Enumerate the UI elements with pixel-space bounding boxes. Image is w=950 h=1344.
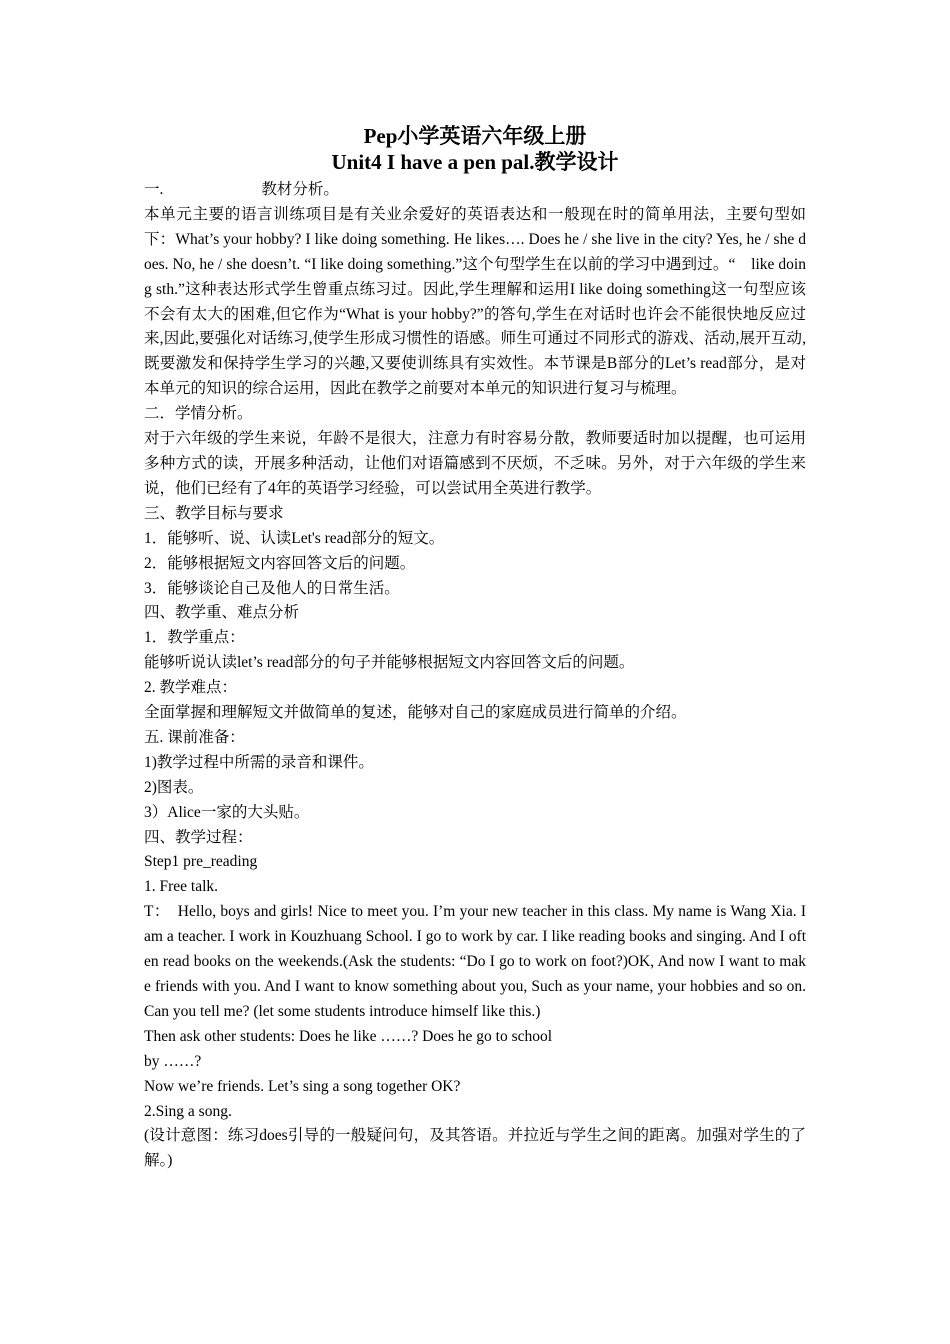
difficult-point-heading: 2. 教学难点： bbox=[144, 679, 238, 697]
title-line-2: Unit4 I have a pen pal.教学设计 bbox=[331, 150, 619, 174]
ask-students-line-continued: by ……? bbox=[144, 1052, 202, 1070]
preparation-item: 3）Alice一家的大头贴。 bbox=[144, 803, 310, 821]
section-3-heading: 三、教学目标与要求 bbox=[144, 504, 284, 522]
section-6-heading: 四、教学过程： bbox=[144, 828, 253, 846]
section-1-number: 一. bbox=[144, 181, 164, 198]
friends-line: Now we’re friends. Let’s sing a song together OK? bbox=[144, 1077, 461, 1095]
objective-item: 3．能够谈论自己及他人的日常生活。 bbox=[144, 579, 400, 597]
section-5-heading: 五. 课前准备： bbox=[144, 728, 245, 746]
objective-item: 2．能够根据短文内容回答文后的问题。 bbox=[144, 554, 416, 572]
sing-song-heading: 2.Sing a song. bbox=[144, 1102, 232, 1120]
free-talk-heading: 1. Free talk. bbox=[144, 878, 219, 896]
preparation-item: 1)教学过程中所需的录音和课件。 bbox=[144, 753, 374, 771]
preparation-item: 2)图表。 bbox=[144, 778, 204, 796]
key-point-heading: 1．教学重点： bbox=[144, 629, 245, 647]
step-1-heading: Step1 pre_reading bbox=[144, 853, 258, 871]
section-4-heading: 四、教学重、难点分析 bbox=[144, 604, 300, 622]
objective-item: 1．能够听、说、认读Let's read部分的短文。 bbox=[144, 529, 445, 547]
ask-students-line: Then ask other students: Does he like ……? Does he go to school bbox=[144, 1027, 553, 1045]
difficult-point-text: 全面掌握和理解短文并做简单的复述，能够对自己的家庭成员进行简单的介绍。 bbox=[144, 704, 687, 722]
teacher-talk-paragraph: T： Hello, boys and girls! Nice to meet you. I’m your new teacher in this class. My name is Wang Xia. I am a teacher. I work in Kouzhuang School. I go to work by car. I like reading books and singing. And I often read books on the weekends.(Ask the students: “Do I go to work on foot?)OK, And now I want to make friends with you. And I want to know something about you, Such as your name, your hobbies and so on.Can you tell me? (let some students introduce himself like this.) bbox=[144, 903, 806, 1020]
title-line-1: Pep小学英语六年级上册 bbox=[363, 124, 587, 148]
section-1-heading-text: 教材分析。 bbox=[261, 181, 339, 198]
document-page bbox=[144, 123, 806, 1174]
section-1-paragraph: 本单元主要的语言训练项目是有关业余爱好的英语表达和一般现在时的简单用法，主要句型如下：What’s your hobby? I like doing something. He likes…. Does he / she live in the city? Yes, he / she does. No, he / she doesn’t. “I like doing something.”这个句型学生在以前的学习中遇到过。“ like doing sth.”这种表达形式学生曾重点练习过。因此,学生理解和运用I like doing something这一句型应该不会有太大的困难,但它作为“What is your hobby?”的答句,学生在对话时也许会不能很快地反应过来,因此,要强化对话练习,使学生形成习惯性的语感。师生可通过不同形式的游戏、活动,展开互动,既要激发和保持学生学习的兴趣,又要使训练具有实效性。本节课是B部分的Let’s read部分，是对本单元的知识的综合运用，因此在教学之前要对本单元的知识进行复习与梳理。 bbox=[144, 205, 806, 398]
design-intent-note: (设计意图：练习does引导的一般疑问句，及其答语。并拉近与学生之间的距离。加强对学生的了解。) bbox=[144, 1127, 806, 1170]
section-1-heading bbox=[144, 178, 806, 203]
section-2-paragraph: 对于六年级的学生来说，年龄不是很大，注意力有时容易分散，教师要适时加以提醒，也可运用多种方式的读，开展多种活动，让他们对语篇感到不厌烦，不乏味。另外，对于六年级的学生来说，他们已经有了4年的英语学习经验，可以尝试用全英进行教学。 bbox=[144, 430, 806, 497]
key-point-text: 能够听说认读let’s read部分的句子并能够根据短文内容回答文后的问题。 bbox=[144, 654, 635, 672]
document-title bbox=[144, 123, 806, 175]
section-2-heading: 二．学情分析。 bbox=[144, 405, 253, 423]
document-body bbox=[144, 178, 806, 1174]
